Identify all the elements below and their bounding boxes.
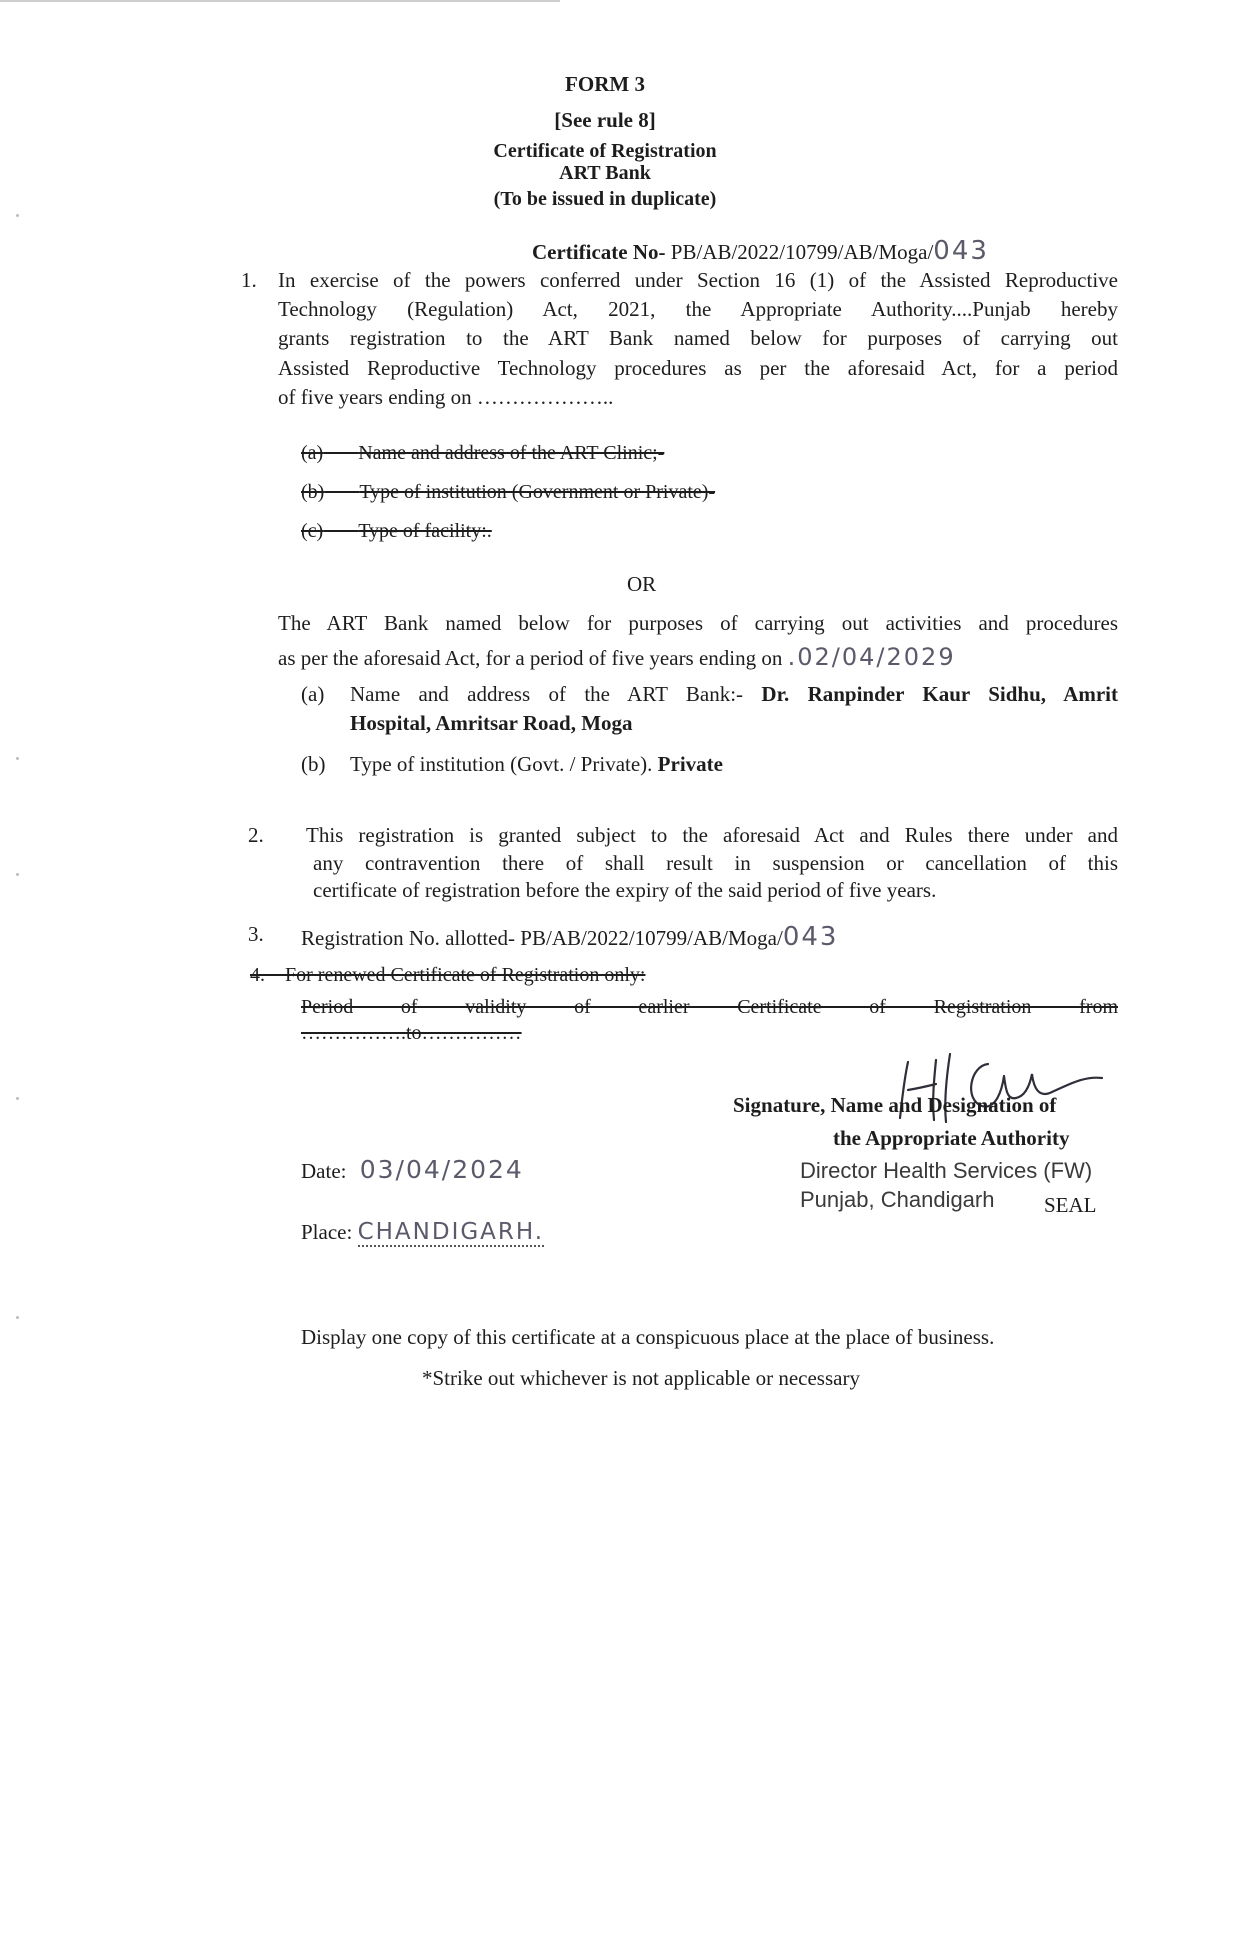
end-date-handwritten: .02/04/2029 bbox=[787, 643, 956, 671]
signature-label-line1: Signature, Name and Designation of bbox=[733, 1093, 1057, 1117]
para3-number: 3. bbox=[248, 922, 264, 946]
struck-item: (c) Type of facility:. bbox=[301, 520, 492, 542]
scan-edge-line bbox=[0, 0, 560, 2]
bank-line: as per the aforesaid Act, for a period of five years ending on .02/04/2029 bbox=[278, 643, 956, 671]
bank-item-a-key: (a) bbox=[301, 682, 325, 706]
bank-name-address: Dr. Ranpinder Kaur Sidhu, Amrit bbox=[761, 682, 1118, 706]
scan-speck bbox=[16, 873, 19, 876]
certificate-number: PB/AB/2022/10799/AB/Moga/ bbox=[670, 240, 934, 264]
registration-number-handwritten: 043 bbox=[782, 922, 839, 952]
registration-number: PB/AB/2022/10799/AB/Moga/ bbox=[520, 926, 783, 950]
bank-item-b: Type of institution (Govt. / Private). Private bbox=[350, 752, 723, 776]
scan-speck bbox=[16, 1316, 19, 1319]
para2-number: 2. bbox=[248, 823, 264, 847]
scan-speck bbox=[16, 757, 19, 760]
scan-speck bbox=[16, 214, 19, 217]
para2-last-line: certificate of registration before the expiry of the said period of five years. bbox=[313, 878, 937, 902]
signature-label-line2: the Appropriate Authority bbox=[833, 1126, 1070, 1150]
certificate-title: Certificate of Registration bbox=[493, 140, 717, 162]
certificate-number-handwritten: 043 bbox=[933, 236, 989, 266]
certificate-number-line bbox=[532, 236, 989, 266]
para1-number: 1. bbox=[241, 268, 257, 292]
or-separator: OR bbox=[627, 572, 657, 596]
para4-line: …………….to…………… bbox=[301, 1022, 522, 1044]
para1-line: Assisted Reproductive Technology procedures as per the aforesaid Act, for a period bbox=[278, 356, 1118, 380]
authority-stamp-line1: Director Health Services (FW) bbox=[800, 1158, 1093, 1183]
registration-number-line: Registration No. allotted- PB/AB/2022/10799/AB/Moga/043 bbox=[301, 922, 839, 952]
para1-line: grants registration to the ART Bank named below for purposes of carrying out bbox=[278, 326, 1118, 350]
strike-note: *Strike out whichever is not applicable or necessary bbox=[422, 1366, 860, 1390]
date-label: Date: bbox=[301, 1159, 347, 1183]
para1-line: Technology (Regulation) Act, 2021, the Appropriate Authority....Punjab hereby bbox=[278, 297, 1118, 321]
seal-label: SEAL bbox=[1044, 1193, 1097, 1217]
authority-stamp-line2: Punjab, Chandigarh bbox=[800, 1187, 995, 1212]
para2-line: any contravention there of shall result in suspension or cancellation of this bbox=[313, 851, 1118, 875]
institution-type: Private bbox=[657, 752, 723, 776]
duplicate-note: (To be issued in duplicate) bbox=[493, 188, 717, 210]
date-handwritten: 03/04/2024 bbox=[359, 1155, 524, 1184]
bank-line: The ART Bank named below for purposes of carrying out activities and procedures bbox=[278, 611, 1118, 635]
place-label: Place: bbox=[301, 1220, 353, 1244]
bank-item-b-key: (b) bbox=[301, 752, 326, 776]
para4-line: Period of validity of earlier Certificate of Registration from bbox=[301, 996, 1118, 1018]
certificate-number-label: Certificate No- bbox=[532, 240, 666, 264]
bank-address-line2: Hospital, Amritsar Road, Moga bbox=[350, 711, 633, 735]
scan-speck bbox=[16, 1097, 19, 1100]
para1-line: In exercise of the powers conferred under Section 16 (1) of the Assisted Reproductive bbox=[278, 268, 1118, 292]
bank-item-a: Name and address of the ART Bank:- Dr. Ranpinder Kaur Sidhu, Amrit bbox=[350, 682, 1118, 706]
date-field bbox=[301, 1155, 524, 1184]
para1-last-line: of five years ending on ……………….. bbox=[278, 385, 614, 409]
struck-item: (b) Type of institution (Government or Private)- bbox=[301, 481, 716, 503]
place-field bbox=[301, 1219, 544, 1245]
certificate-subtitle: ART Bank bbox=[559, 162, 651, 184]
struck-item: (a) Name and address of the ART Clinic;- bbox=[301, 442, 665, 464]
place-handwritten: CHANDIGARH. bbox=[357, 1219, 545, 1245]
rule-reference: [See rule 8] bbox=[554, 108, 656, 132]
display-note: Display one copy of this certificate at a conspicuous place at the place of business. bbox=[301, 1325, 995, 1349]
para4-heading: 4. For renewed Certificate of Registration only: bbox=[250, 964, 646, 986]
form-number: FORM 3 bbox=[565, 72, 645, 96]
para2-line: This registration is granted subject to the aforesaid Act and Rules there under and bbox=[306, 823, 1118, 847]
